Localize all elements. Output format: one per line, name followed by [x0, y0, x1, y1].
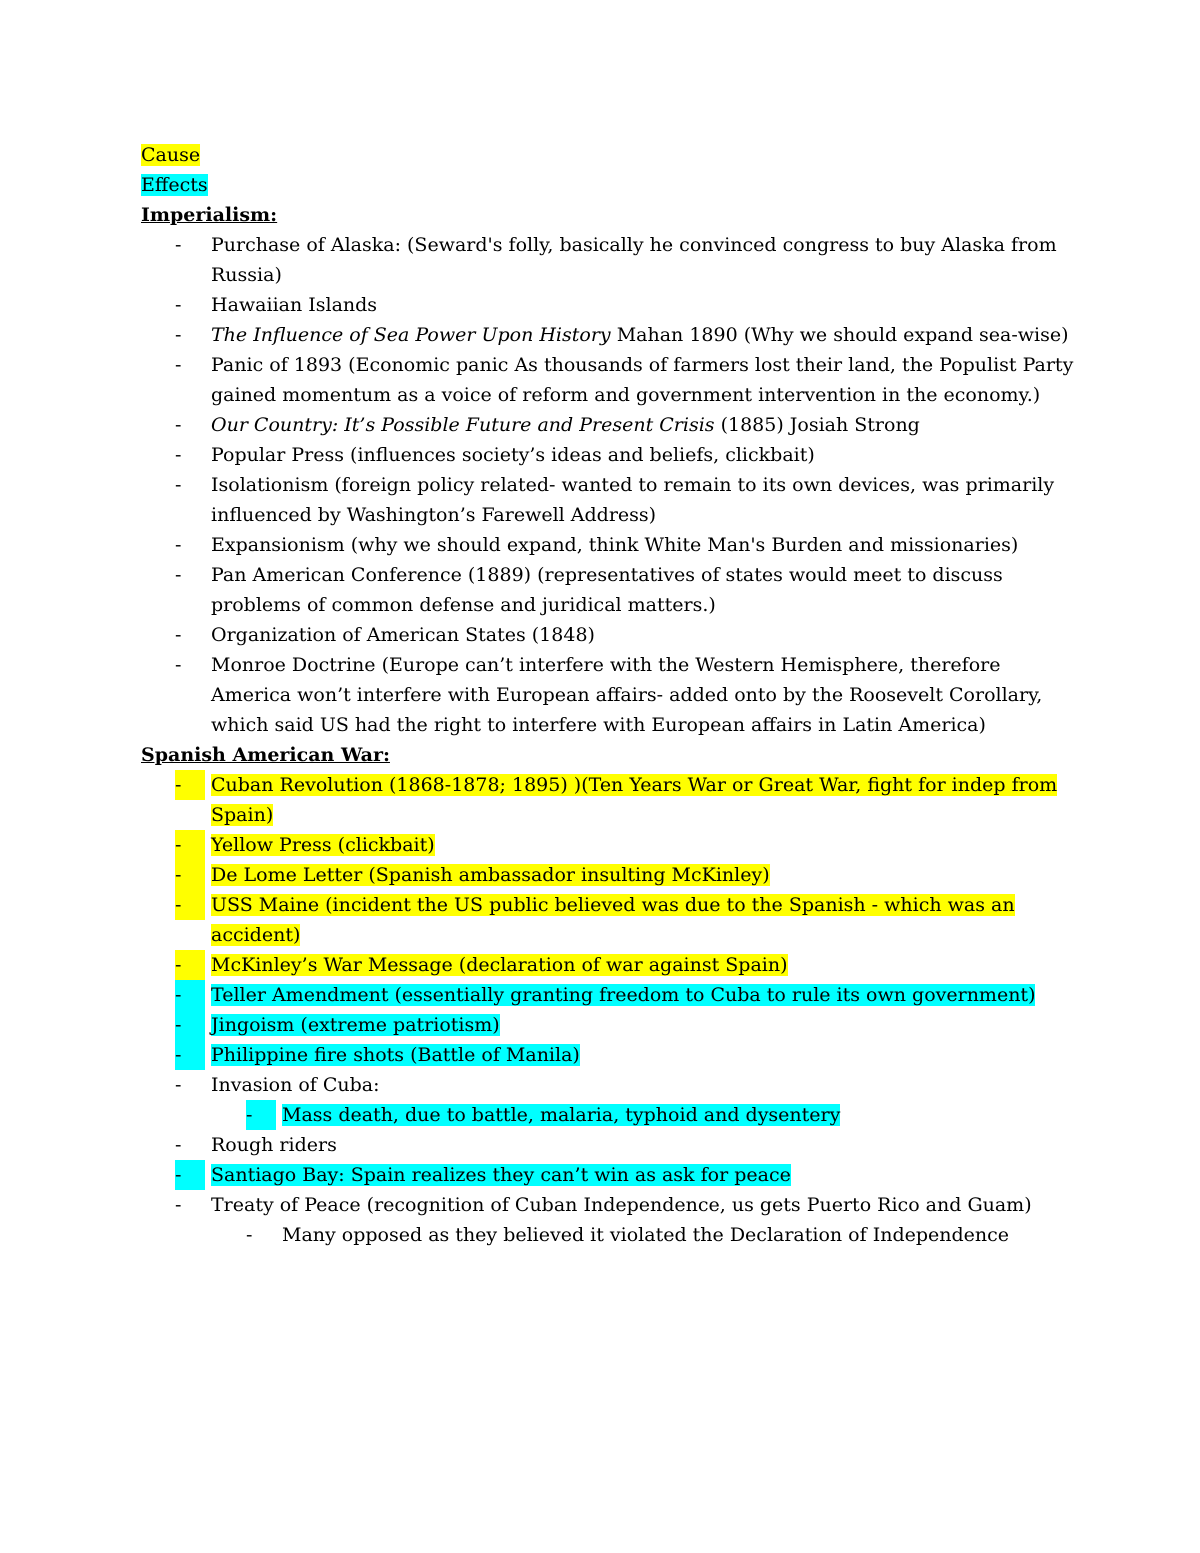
- bullet-dash: -: [175, 770, 205, 800]
- list-item: [141, 1130, 1081, 1160]
- item-title-italic: The Influence of Sea Power Upon History: [211, 324, 611, 346]
- item-text: McKinley’s War Message (declaration of war against Spain): [211, 954, 788, 976]
- item-text: Our Country: It’s Possible Future and Present Crisis (1885) Josiah Strong: [211, 414, 920, 436]
- item-text: Rough riders: [211, 1134, 337, 1156]
- item-text: Panic of 1893 (Economic panic As thousands of farmers lost their land, the Populist Party gained momentum as a voice of reform and government intervention in the economy.): [211, 354, 1074, 406]
- bullet-dash: -: [175, 324, 182, 346]
- list-item: [141, 980, 1081, 1010]
- bullet-dash: -: [175, 564, 182, 586]
- item-text: Philippine fire shots (Battle of Manila): [211, 1044, 580, 1066]
- list-item: [141, 1040, 1081, 1070]
- list-item: [141, 770, 1081, 830]
- item-text: Pan American Conference (1889) (representatives of states would meet to discuss problems of common defense and juridical matters.): [211, 564, 1003, 616]
- section-heading: Spanish American War:: [141, 744, 390, 766]
- item-text: Popular Press (influences society’s ideas and beliefs, clickbait): [211, 444, 815, 466]
- bullet-dash: -: [175, 474, 182, 496]
- item-text: The Influence of Sea Power Upon History Mahan 1890 (Why we should expand sea-wise): [211, 324, 1069, 346]
- bullet-dash: -: [175, 654, 182, 676]
- list-item: [141, 1190, 1081, 1220]
- list-item: [141, 620, 1081, 650]
- list-item: [141, 530, 1081, 560]
- bullet-dash: -: [246, 1224, 253, 1246]
- item-text: De Lome Letter (Spanish ambassador insulting McKinley): [211, 864, 770, 886]
- document-page: [141, 140, 1081, 1250]
- item-text: Hawaiian Islands: [211, 294, 378, 316]
- item-text: Cuban Revolution (1868-1878; 1895) )(Ten Years War or Great War, fight for indep from Spain): [211, 774, 1058, 826]
- item-text: Santiago Bay: Spain realizes they can’t win as ask for peace: [211, 1164, 791, 1186]
- list-item: [141, 560, 1081, 620]
- item-text: Many opposed as they believed it violated the Declaration of Independence: [282, 1224, 1010, 1246]
- bullet-dash: -: [246, 1100, 276, 1130]
- list-item: [141, 1220, 1081, 1250]
- item-text: Yellow Press (clickbait): [211, 834, 435, 856]
- list-item: [141, 1160, 1081, 1190]
- bullet-dash: -: [175, 860, 205, 890]
- bullet-list: [141, 230, 1081, 740]
- legend-effects-label: Effects: [141, 174, 208, 196]
- list-item: [141, 440, 1081, 470]
- list-item: [141, 1010, 1081, 1040]
- item-text: Treaty of Peace (recognition of Cuban Independence, us gets Puerto Rico and Guam): [211, 1194, 1032, 1216]
- bullet-dash: -: [175, 1040, 205, 1070]
- bullet-dash: -: [175, 980, 205, 1010]
- bullet-dash: -: [175, 444, 182, 466]
- list-item: [141, 470, 1081, 530]
- bullet-dash: -: [175, 1074, 182, 1096]
- legend-cause-label: Cause: [141, 144, 201, 166]
- list-item: [141, 320, 1081, 350]
- bullet-dash: -: [175, 624, 182, 646]
- bullet-dash: -: [175, 950, 205, 980]
- section-heading: Imperialism:: [141, 204, 278, 226]
- bullet-dash: -: [175, 294, 182, 316]
- item-text: Invasion of Cuba:: [211, 1074, 380, 1096]
- list-item: [141, 830, 1081, 860]
- bullet-dash: -: [175, 1010, 205, 1040]
- item-text: Purchase of Alaska: (Seward's folly, basically he convinced congress to buy Alaska from Russia): [211, 234, 1057, 286]
- notes-body: [141, 200, 1081, 1250]
- list-item: [141, 890, 1081, 950]
- list-item: [141, 230, 1081, 290]
- list-item: [141, 290, 1081, 320]
- legend-effects: [141, 170, 1081, 200]
- list-item: [141, 860, 1081, 890]
- legend-cause: [141, 140, 1081, 170]
- list-item: [141, 1100, 1081, 1130]
- item-text: Expansionism (why we should expand, think White Man's Burden and missionaries): [211, 534, 1019, 556]
- item-text: Jingoism (extreme patriotism): [211, 1014, 500, 1036]
- item-text: Mass death, due to battle, malaria, typhoid and dysentery: [282, 1104, 841, 1126]
- bullet-dash: -: [175, 1194, 182, 1216]
- item-text: USS Maine (incident the US public believed was due to the Spanish - which was an accident): [211, 894, 1015, 946]
- item-text: Isolationism (foreign policy related- wanted to remain to its own devices, was primarily influenced by Washington’s Farewell Address): [211, 474, 1055, 526]
- bullet-list: [141, 770, 1081, 1250]
- bullet-dash: -: [175, 830, 205, 860]
- bullet-dash: -: [175, 354, 182, 376]
- bullet-dash: -: [175, 1134, 182, 1156]
- bullet-dash: -: [175, 1160, 205, 1190]
- bullet-dash: -: [175, 234, 182, 256]
- list-item: [141, 350, 1081, 410]
- list-item: [141, 410, 1081, 440]
- bullet-dash: -: [175, 890, 205, 920]
- item-text: Monroe Doctrine (Europe can’t interfere with the Western Hemisphere, therefore America won’t interfere with European affairs- added onto by the Roosevelt Corollary, which said US had the right to interfere with European affairs in Latin America): [211, 654, 1043, 736]
- item-text: Organization of American States (1848): [211, 624, 595, 646]
- list-item: [141, 650, 1081, 740]
- list-item: [141, 950, 1081, 980]
- item-text: Teller Amendment (essentially granting freedom to Cuba to rule its own government): [211, 984, 1036, 1006]
- bullet-dash: -: [175, 534, 182, 556]
- item-title-italic: Our Country: It’s Possible Future and Present Crisis: [211, 414, 715, 436]
- bullet-dash: -: [175, 414, 182, 436]
- list-item: [141, 1070, 1081, 1100]
